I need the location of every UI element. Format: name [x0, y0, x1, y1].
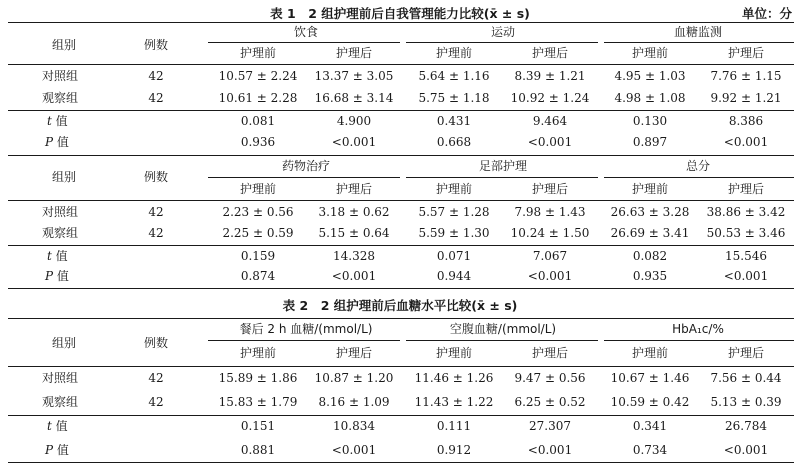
- cell: 5.15 ± 0.64: [318, 226, 390, 240]
- row-label-p: [45, 443, 69, 457]
- cell: <0.001: [331, 443, 377, 457]
- cell: 0.881: [240, 443, 276, 457]
- cell: 8.16 ± 1.09: [318, 395, 390, 409]
- col-header-n: 例数: [143, 336, 169, 350]
- bottom-rule: [8, 462, 794, 463]
- header-diet: 饮食: [293, 25, 319, 39]
- t-symbol: t: [47, 114, 52, 128]
- sub-header: 护理后: [727, 182, 765, 196]
- sub-header: 护理前: [435, 46, 473, 60]
- p-symbol: P: [45, 269, 54, 283]
- cell: 6.25 ± 0.52: [514, 395, 586, 409]
- cell: 0.151: [240, 419, 276, 433]
- sub-header: 护理后: [531, 182, 569, 196]
- cell: 0.668: [436, 135, 472, 149]
- cell: 15.546: [725, 249, 767, 263]
- header-postprandial-glucose: 餐后 2 h 血糖/(mmol/L): [239, 322, 373, 336]
- header-underline: [604, 42, 794, 43]
- stat-rule: [8, 415, 794, 416]
- cell: 5.13 ± 0.39: [710, 395, 782, 409]
- cell: 0.159: [240, 249, 276, 263]
- cell: <0.001: [723, 269, 769, 283]
- cell: 5.59 ± 1.30: [418, 226, 490, 240]
- header-rule: [8, 366, 794, 367]
- cell-n: 42: [148, 91, 164, 105]
- header-foot-care: 足部护理: [478, 159, 528, 173]
- cell: 0.341: [632, 419, 668, 433]
- p-symbol: P: [45, 443, 54, 457]
- cell: 10.24 ± 1.50: [510, 226, 590, 240]
- header-underline: [604, 340, 794, 341]
- cell: 50.53 ± 3.46: [706, 226, 786, 240]
- row-label-t: [47, 114, 68, 128]
- cell: 4.98 ± 1.08: [614, 91, 686, 105]
- header-underline: [604, 177, 794, 178]
- cell: 9.92 ± 1.21: [710, 91, 782, 105]
- header-underline: [208, 42, 400, 43]
- cell: 8.386: [728, 114, 764, 128]
- sub-header: 护理前: [239, 46, 277, 60]
- cell-n: 42: [148, 371, 164, 385]
- top-rule: [8, 22, 794, 23]
- cell: 38.86 ± 3.42: [706, 205, 786, 219]
- t-symbol: t: [47, 249, 52, 263]
- cell: 7.56 ± 0.44: [710, 371, 782, 385]
- row-label-control: 对照组: [42, 371, 79, 385]
- cell: 10.834: [333, 419, 375, 433]
- cell: 0.912: [436, 443, 472, 457]
- table1-unit: 单位：分: [741, 6, 792, 21]
- col-header-n: 例数: [143, 170, 169, 184]
- cell: 10.87 ± 1.20: [314, 371, 394, 385]
- cell: 10.59 ± 0.42: [610, 395, 690, 409]
- row-label-p: [45, 269, 69, 283]
- cell: <0.001: [331, 135, 377, 149]
- header-underline: [406, 340, 598, 341]
- cell: 10.57 ± 2.24: [218, 69, 298, 83]
- table1-title: 表 1 2 组护理前后自我管理能力比较(x̄ ± s): [270, 6, 530, 21]
- cell: 26.784: [725, 419, 767, 433]
- cell: <0.001: [527, 269, 573, 283]
- value-word: 值: [51, 419, 68, 433]
- cell: <0.001: [527, 135, 573, 149]
- cell-n: 42: [148, 205, 164, 219]
- cell: 15.83 ± 1.79: [218, 395, 298, 409]
- cell: 14.328: [333, 249, 375, 263]
- col-header-n: 例数: [143, 38, 169, 52]
- cell: 5.75 ± 1.18: [418, 91, 490, 105]
- row-label-t: [47, 419, 68, 433]
- cell: 0.071: [436, 249, 472, 263]
- header-fasting-glucose: 空腹血糖/(mmol/L): [449, 322, 557, 336]
- sub-header: 护理前: [239, 182, 277, 196]
- cell: 15.89 ± 1.86: [218, 371, 298, 385]
- cell: <0.001: [723, 443, 769, 457]
- sub-header: 护理前: [435, 182, 473, 196]
- row-label-observation: 观察组: [42, 91, 79, 105]
- cell: 10.61 ± 2.28: [218, 91, 298, 105]
- cell: 0.111: [436, 419, 472, 433]
- cell: 2.23 ± 0.56: [222, 205, 294, 219]
- cell: 10.67 ± 1.46: [610, 371, 690, 385]
- col-header-group: 组别: [51, 38, 77, 52]
- value-word: 值: [53, 269, 69, 283]
- header-total: 总分: [685, 159, 711, 173]
- sub-header: 护理前: [435, 346, 473, 360]
- cell-n: 42: [148, 69, 164, 83]
- row-label-control: 对照组: [42, 69, 79, 83]
- cell: 0.130: [632, 114, 668, 128]
- cell: 0.082: [632, 249, 668, 263]
- cell: 16.68 ± 3.14: [314, 91, 394, 105]
- sub-header: 护理后: [335, 46, 373, 60]
- header-exercise: 运动: [490, 25, 516, 39]
- cell: 10.92 ± 1.24: [510, 91, 590, 105]
- sub-header: 护理后: [727, 46, 765, 60]
- block-rule: [8, 155, 794, 156]
- cell: 8.39 ± 1.21: [514, 69, 586, 83]
- cell: 9.47 ± 0.56: [514, 371, 586, 385]
- cell: 0.935: [632, 269, 668, 283]
- col-header-group: 组别: [51, 336, 77, 350]
- row-label-t: [47, 249, 68, 263]
- sub-header: 护理后: [335, 182, 373, 196]
- cell: <0.001: [723, 135, 769, 149]
- cell: 27.307: [529, 419, 571, 433]
- row-label-p: [45, 135, 69, 149]
- sub-header: 护理后: [531, 46, 569, 60]
- header-rule: [8, 200, 794, 201]
- cell: 4.95 ± 1.03: [614, 69, 686, 83]
- cell: 11.43 ± 1.22: [414, 395, 494, 409]
- value-word: 值: [53, 135, 69, 149]
- cell: <0.001: [331, 269, 377, 283]
- cell: 11.46 ± 1.26: [414, 371, 494, 385]
- sub-header: 护理后: [335, 346, 373, 360]
- cell-n: 42: [148, 395, 164, 409]
- sub-header: 护理后: [531, 346, 569, 360]
- cell: 4.900: [336, 114, 372, 128]
- cell: 26.69 ± 3.41: [610, 226, 690, 240]
- value-word: 值: [53, 443, 69, 457]
- cell: 2.25 ± 0.59: [222, 226, 294, 240]
- header-underline: [406, 42, 598, 43]
- sub-header: 护理前: [631, 182, 669, 196]
- value-word: 值: [51, 114, 68, 128]
- cell: 0.944: [436, 269, 472, 283]
- cell: <0.001: [527, 443, 573, 457]
- cell: 0.734: [632, 443, 668, 457]
- top-rule: [8, 318, 794, 319]
- cell: 0.936: [240, 135, 276, 149]
- header-medication: 药物治疗: [281, 159, 331, 173]
- table2-title: 表 2 2 组护理前后血糖水平比较(x̄ ± s): [282, 298, 518, 313]
- cell: 13.37 ± 3.05: [314, 69, 394, 83]
- value-word: 值: [51, 249, 68, 263]
- row-label-observation: 观察组: [42, 395, 79, 409]
- cell: 3.18 ± 0.62: [318, 205, 390, 219]
- cell: 7.067: [532, 249, 568, 263]
- cell: 0.897: [632, 135, 668, 149]
- col-header-group: 组别: [51, 170, 77, 184]
- cell: 0.081: [240, 114, 276, 128]
- t-symbol: t: [47, 419, 52, 433]
- row-label-observation: 观察组: [42, 226, 79, 240]
- cell: 7.76 ± 1.15: [710, 69, 782, 83]
- header-glucose-monitoring: 血糖监测: [673, 25, 723, 39]
- sub-header: 护理前: [631, 46, 669, 60]
- p-symbol: P: [45, 135, 54, 149]
- cell: 26.63 ± 3.28: [610, 205, 690, 219]
- stat-rule: [8, 110, 794, 111]
- cell: 0.874: [240, 269, 276, 283]
- sub-header: 护理前: [239, 346, 277, 360]
- header-underline: [208, 177, 400, 178]
- cell: 9.464: [532, 114, 568, 128]
- cell: 0.431: [436, 114, 472, 128]
- cell: 7.98 ± 1.43: [514, 205, 586, 219]
- row-label-control: 对照组: [42, 205, 79, 219]
- sub-header: 护理后: [727, 346, 765, 360]
- bottom-rule: [8, 288, 794, 289]
- cell-n: 42: [148, 226, 164, 240]
- header-hba1c: HbA₁c/%: [672, 322, 724, 336]
- header-underline: [406, 177, 598, 178]
- header-underline: [208, 340, 400, 341]
- stat-rule: [8, 245, 794, 246]
- header-rule: [8, 64, 794, 65]
- cell: 5.64 ± 1.16: [418, 69, 490, 83]
- cell: 5.57 ± 1.28: [418, 205, 490, 219]
- sub-header: 护理前: [631, 346, 669, 360]
